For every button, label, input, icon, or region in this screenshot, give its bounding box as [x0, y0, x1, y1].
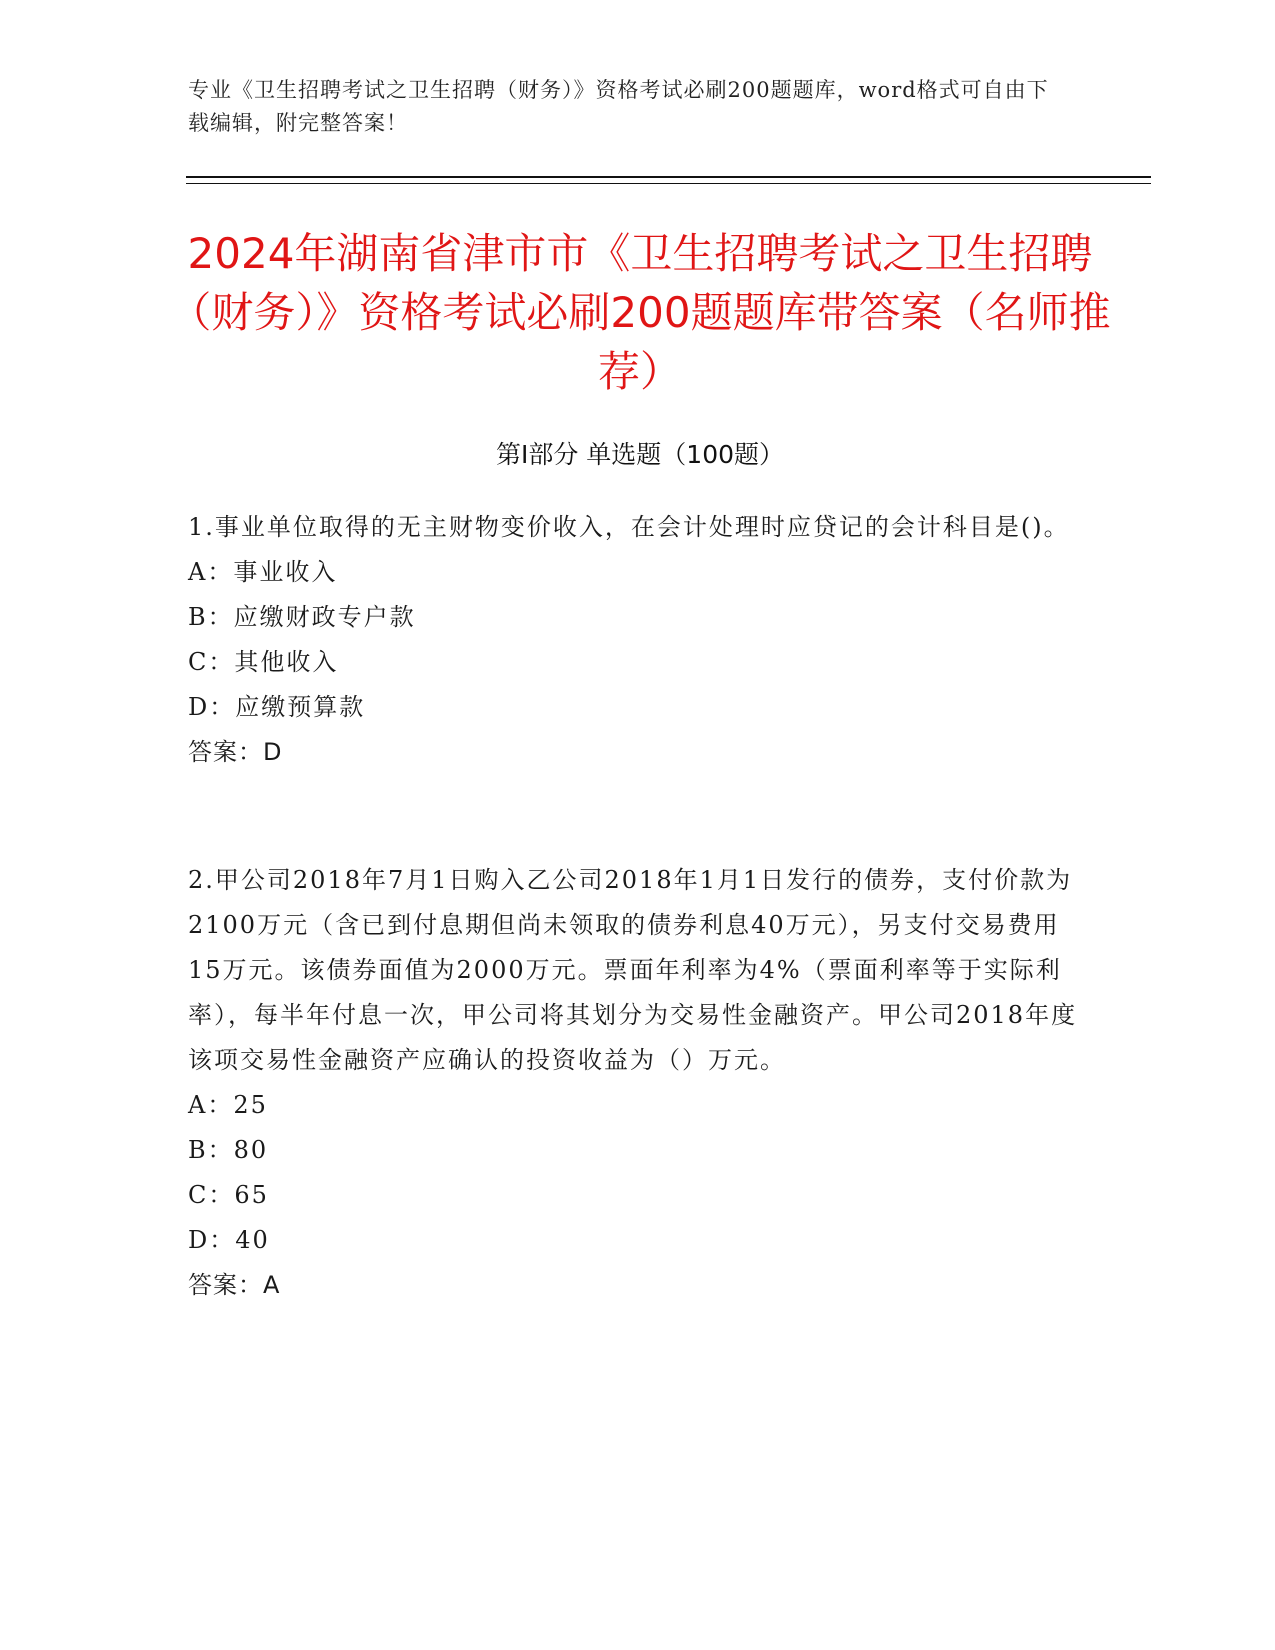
- section-title: 第I部分 单选题（100题）: [495, 440, 785, 469]
- option-c: C：65: [188, 1181, 269, 1209]
- question-stem: 1.事业单位取得的无主财物变价收入，在会计处理时应贷记的会计科目是()。: [188, 513, 1070, 541]
- option-a: A：事业收入: [188, 558, 338, 586]
- option-b: B：应缴财政专户款: [188, 603, 416, 631]
- option-a: A：25: [188, 1091, 268, 1119]
- answer: 答案：A: [188, 1271, 281, 1299]
- option-d: D：应缴预算款: [188, 693, 366, 721]
- answer: 答案：D: [188, 738, 283, 766]
- option-b: B：80: [188, 1136, 269, 1164]
- header-divider-thin: [186, 183, 1151, 184]
- question-1: [188, 505, 1078, 775]
- header-divider-thick: [186, 176, 1151, 178]
- question-2: [188, 858, 1078, 1308]
- header-note: 专业《卫生招聘考试之卫生招聘（财务）》资格考试必刷200题题库，word格式可自由下载编辑，附完整答案！: [188, 78, 1049, 135]
- option-c: C：其他收入: [188, 648, 339, 676]
- option-d: D：40: [188, 1226, 270, 1254]
- question-stem: 2.甲公司2018年7月1日购入乙公司2018年1月1日发行的债券，支付价款为2100万元（含已到付息期但尚未领取的债券利息40万元），另支付交易费用15万元。该债券面值为2000万元。票面年利率为4%（票面利率等于实际利率），每半年付息一次，甲公司将其划分为交易性金融资产。甲公司2018年度该项交易性金融资产应确认的投资收益为（）万元。: [188, 866, 1078, 1074]
- document-title: 2024年湖南省津市市《卫生招聘考试之卫生招聘（财务）》资格考试必刷200题题库带答案（名师推荐）: [169, 229, 1111, 396]
